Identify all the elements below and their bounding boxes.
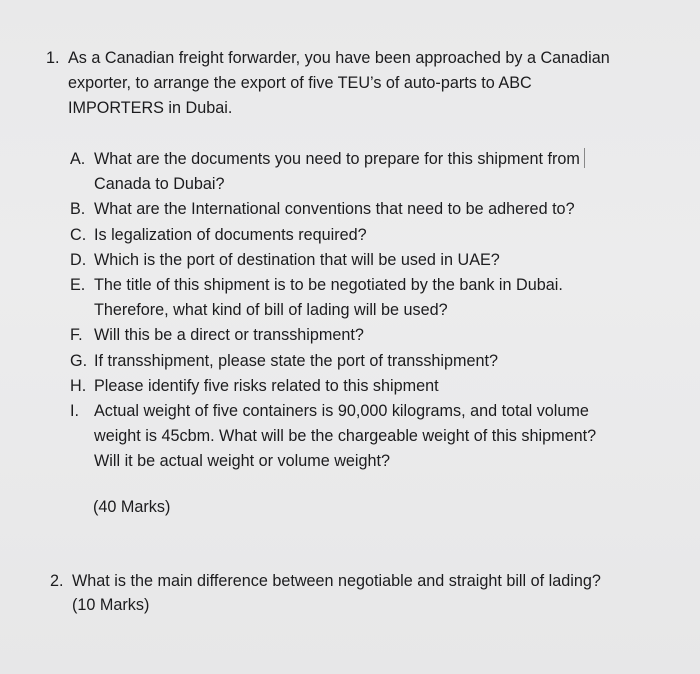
subquestion-line: weight is 45cbm. What will be the chargeable weight of this shipment?: [94, 427, 597, 446]
subquestion-list: [70, 147, 670, 475]
question-1-marks: (40 Marks): [93, 498, 171, 516]
subquestion-letter: G.: [70, 351, 88, 370]
subquestion-letter: H.: [70, 376, 87, 395]
question-1-line: exporter, to arrange the export of five TEU’s of auto-parts to ABC: [68, 74, 532, 92]
text-cursor: [584, 148, 585, 168]
question-1: [46, 46, 666, 121]
subquestion-line: The title of this shipment is to be negotiated by the bank in Dubai.: [94, 276, 563, 295]
subquestion-letter: C.: [70, 225, 87, 244]
subquestion-b: [70, 197, 670, 222]
subquestion-line: Is legalization of documents required?: [94, 225, 367, 244]
subquestion-d: [70, 248, 670, 273]
subquestion-line: Will this be a direct or transshipment?: [94, 326, 364, 345]
subquestion-line: Will it be actual weight or volume weight?: [94, 452, 391, 471]
subquestion-line: What are the documents you need to prepare for this shipment from: [94, 150, 580, 168]
subquestion-letter: D.: [70, 250, 87, 269]
question-1-text: [68, 46, 666, 121]
subquestion-f: [70, 323, 670, 348]
question-2-marks: (10 Marks): [72, 596, 150, 614]
subquestion-a: [70, 147, 670, 197]
subquestion-letter: F.: [70, 326, 83, 345]
question-2-line: What is the main difference between negotiable and straight bill of lading?: [72, 572, 601, 590]
subquestion-line: Which is the port of destination that will be used in UAE?: [94, 250, 500, 269]
question-2-number: 2.: [50, 572, 64, 590]
subquestion-letter: B.: [70, 200, 86, 219]
subquestion-line: Please identify five risks related to this shipment: [94, 376, 439, 395]
subquestion-line: Therefore, what kind of bill of lading will be used?: [94, 301, 448, 320]
question-1-line: IMPORTERS in Dubai.: [68, 99, 233, 117]
question-2: [50, 569, 670, 617]
subquestion-i: [70, 399, 670, 475]
question-2-text: [72, 569, 670, 617]
subquestion-h: [70, 374, 670, 399]
subquestion-letter: A.: [70, 150, 86, 168]
subquestion-line: Actual weight of five containers is 90,000 kilograms, and total volume: [94, 402, 589, 421]
subquestion-c: [70, 223, 670, 248]
subquestion-line: What are the International conventions that need to be adhered to?: [94, 200, 575, 219]
question-1-number: 1.: [46, 49, 60, 67]
subquestion-line: If transshipment, please state the port of transshipment?: [94, 351, 499, 370]
subquestion-line: Canada to Dubai?: [94, 175, 225, 194]
question-1-line: As a Canadian freight forwarder, you have been approached by a Canadian: [68, 49, 610, 67]
subquestion-g: [70, 349, 670, 374]
subquestion-letter: E.: [70, 276, 86, 295]
subquestion-e: [70, 273, 670, 323]
subquestion-letter: I.: [70, 402, 79, 421]
